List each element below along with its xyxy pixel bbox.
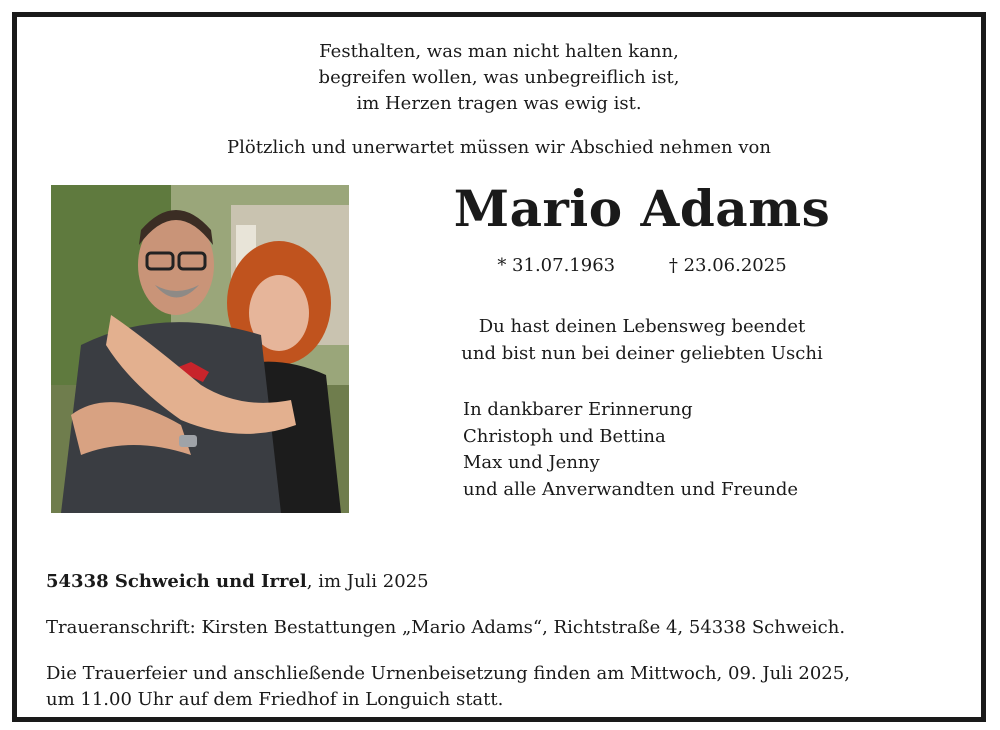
mourners-line: und alle Anverwandten und Freunde [463,478,799,500]
intro-text: Plötzlich und unerwartet müssen wir Abschied nehmen von [227,137,771,158]
mourners-line: Max und Jenny [463,452,600,473]
poem-line: Festhalten, was man nicht halten kann, [319,41,679,62]
ceremony-line: Die Trauerfeier und anschließende Urnenbeisetzung finden am Mittwoch, 09. Juli 2025, [46,663,850,684]
verse-line: und bist nun bei deiner geliebten Uschi [461,343,823,364]
obituary-frame [12,12,986,722]
poem [17,39,981,117]
mourners-list [463,397,798,503]
birth-date: * 31.07.1963 [497,255,616,276]
verse-line: Du hast deinen Lebensweg beendet [478,316,806,337]
place-date [46,569,429,595]
poem-line: im Herzen tragen was ewig ist. [356,93,642,114]
death-date: † 23.06.2025 [668,255,787,276]
ceremony-info [46,661,850,713]
mourners-line: Christoph und Bettina [463,425,666,447]
ceremony-line: um 11.00 Uhr auf dem Friedhof in Longuich statt. [46,689,504,710]
poem-line: begreifen wollen, was unbegreiflich ist, [318,67,680,88]
place-name: 54338 Schweich und Irrel [46,571,307,592]
deceased-name: Mario Adams [453,179,831,238]
mourning-address: Traueranschrift: Kirsten Bestattungen „Mario Adams“, Richtstraße 4, 54338 Schweich. [46,617,846,638]
portrait-photo [51,185,349,513]
memorial-verse [347,313,937,367]
mourners-line: In dankbarer Erinnerung [463,399,693,420]
life-dates [347,255,937,276]
place-month: , im Juli 2025 [306,571,429,592]
